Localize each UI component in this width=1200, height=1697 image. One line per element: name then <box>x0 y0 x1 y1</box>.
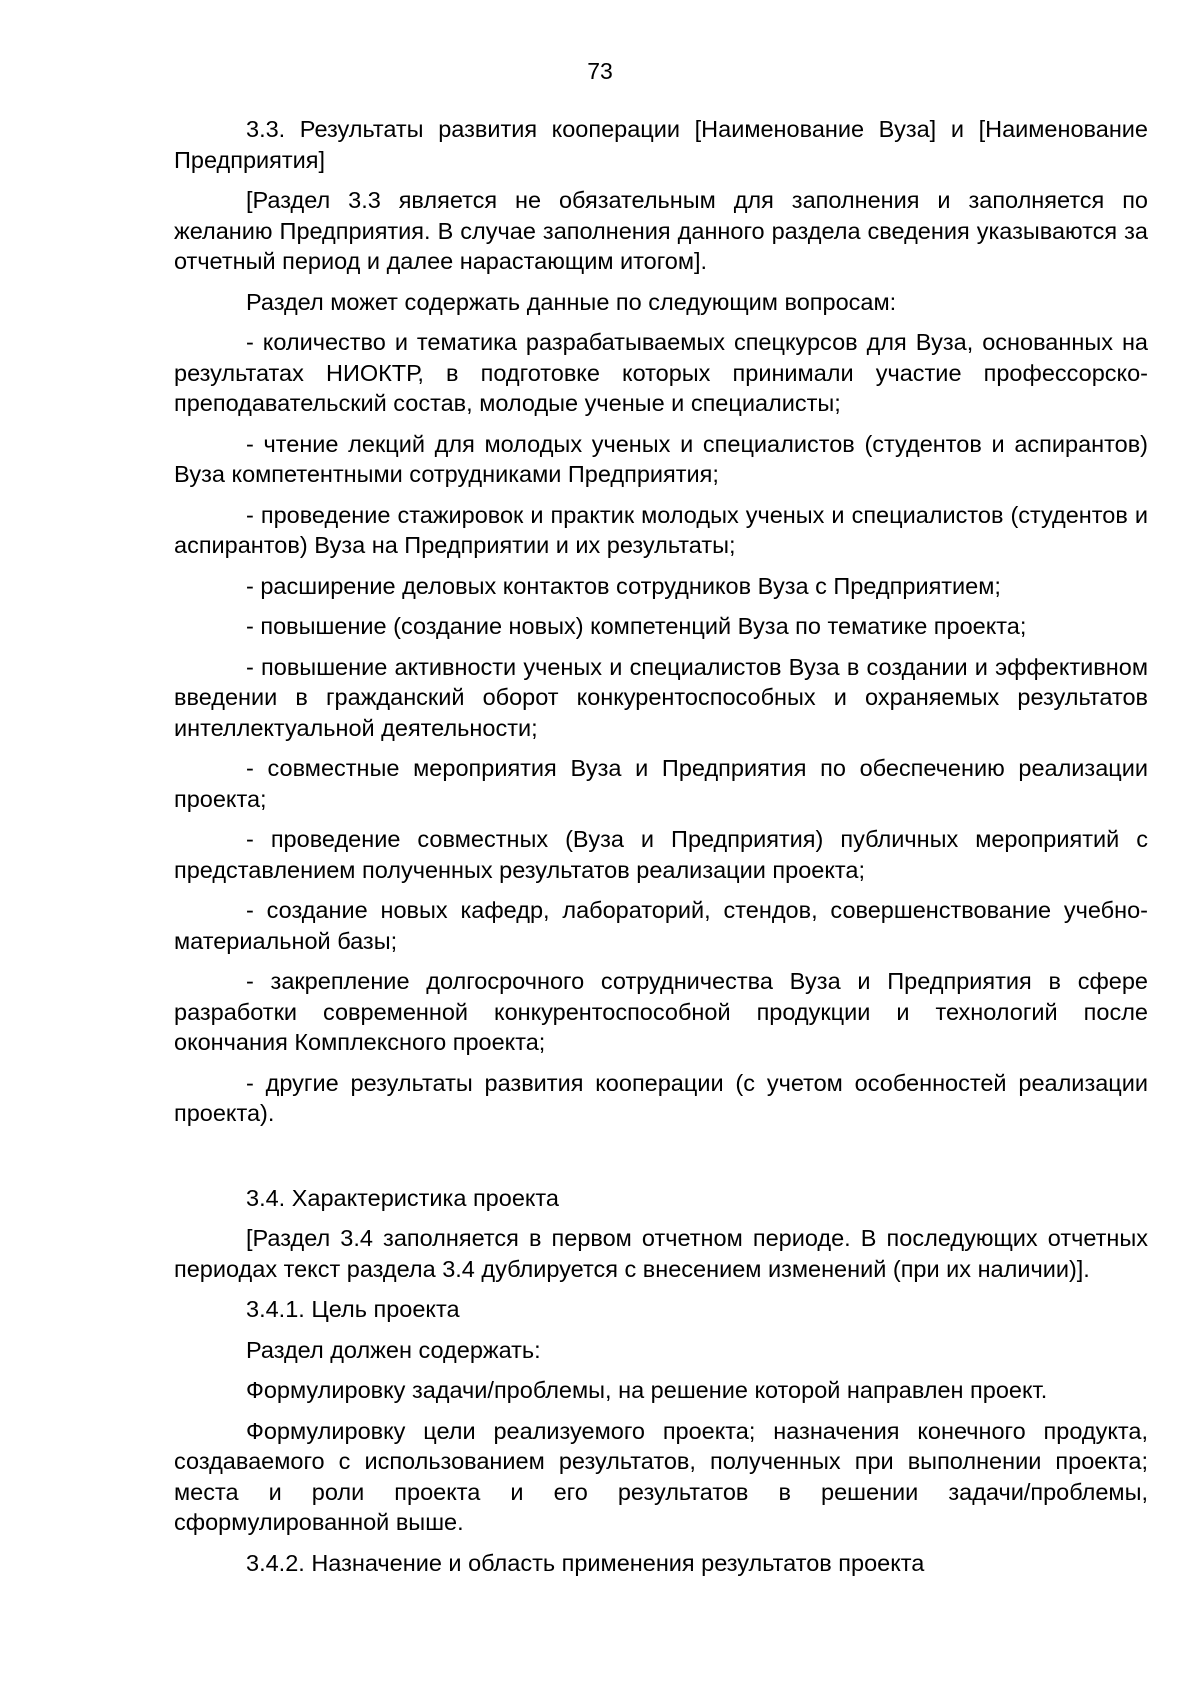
list-item: - закрепление долгосрочного сотрудничества Вуза и Предприятия в сфере разработки современной конкурентоспособной продукции и технологий после окончания Комплексного проекта; <box>174 968 1148 1055</box>
subsection-heading-3-4-1: 3.4.1. Цель проекта <box>246 1296 460 1322</box>
list-item: - расширение деловых контактов сотрудников Вуза с Предприятием; <box>246 572 1001 599</box>
list-item: - другие результаты развития кооперации (с учетом особенностей реализации проекта). <box>174 1069 1148 1126</box>
paragraph: Формулировку цели реализуемого проекта; назначения конечного продукта, создаваемого с использованием результатов, полученных при выполнении проекта; места и роли проекта и его результатов в решении задачи/проблемы, сформулированной выше. <box>174 1417 1148 1535</box>
list-item: - повышение активности ученых и специалистов Вуза в создании и эффективном введении в гражданский оборот конкурентоспособных и охраняемых результатов интеллектуальной деятельности; <box>174 653 1148 741</box>
document-body <box>174 114 1148 1588</box>
paragraph: [Раздел 3.4 заполняется в первом отчетном периоде. В последующих отчетных периодах текст раздела 3.4 дублируется с внесением изменений (при их наличии)]. <box>174 1225 1148 1282</box>
list-item: - проведение стажировок и практик молодых ученых и специалистов (студентов и аспирантов) Вуза на Предприятии и их результаты; <box>174 501 1148 558</box>
paragraph: Формулировку задачи/проблемы, на решение которой направлен проект. <box>246 1377 1048 1403</box>
page-number: 73 <box>587 58 613 84</box>
paragraph: Раздел может содержать данные по следующим вопросам: <box>246 288 897 315</box>
list-item: - совместные мероприятия Вуза и Предприятия по обеспечению реализации проекта; <box>174 755 1148 812</box>
list-item: - повышение (создание новых) компетенций Вуза по тематике проекта; <box>246 613 1027 639</box>
list-item: - создание новых кафедр, лабораторий, стендов, совершенствование учебно-материальной базы; <box>174 897 1148 954</box>
paragraph: Раздел должен содержать: <box>246 1336 541 1363</box>
paragraph: [Раздел 3.3 является не обязательным для заполнения и заполняется по желанию Предприятия. В случае заполнения данного раздела сведения указываются за отчетный период и далее нарастающим итогом]. <box>174 187 1148 274</box>
list-item: - проведение совместных (Вуза и Предприятия) публичных мероприятий с представлением полученных результатов реализации проекта; <box>174 826 1148 883</box>
section-heading-3-3: 3.3. Результаты развития кооперации [Наименование Вуза] и [Наименование Предприятия] <box>174 116 1148 173</box>
section-spacer <box>174 1139 1148 1183</box>
list-item: - количество и тематика разрабатываемых спецкурсов для Вуза, основанных на результатах НИОКТР, в подготовке которых принимали участие профессорско-преподавательский состав, молодые ученые и специалисты; <box>174 329 1148 416</box>
section-heading-3-4: 3.4. Характеристика проекта <box>246 1184 560 1211</box>
list-item: - чтение лекций для молодых ученых и специалистов (студентов и аспирантов) Вуза компетентными сотрудниками Предприятия; <box>174 430 1148 487</box>
subsection-heading-3-4-2: 3.4.2. Назначение и область применения результатов проекта <box>246 1549 925 1576</box>
